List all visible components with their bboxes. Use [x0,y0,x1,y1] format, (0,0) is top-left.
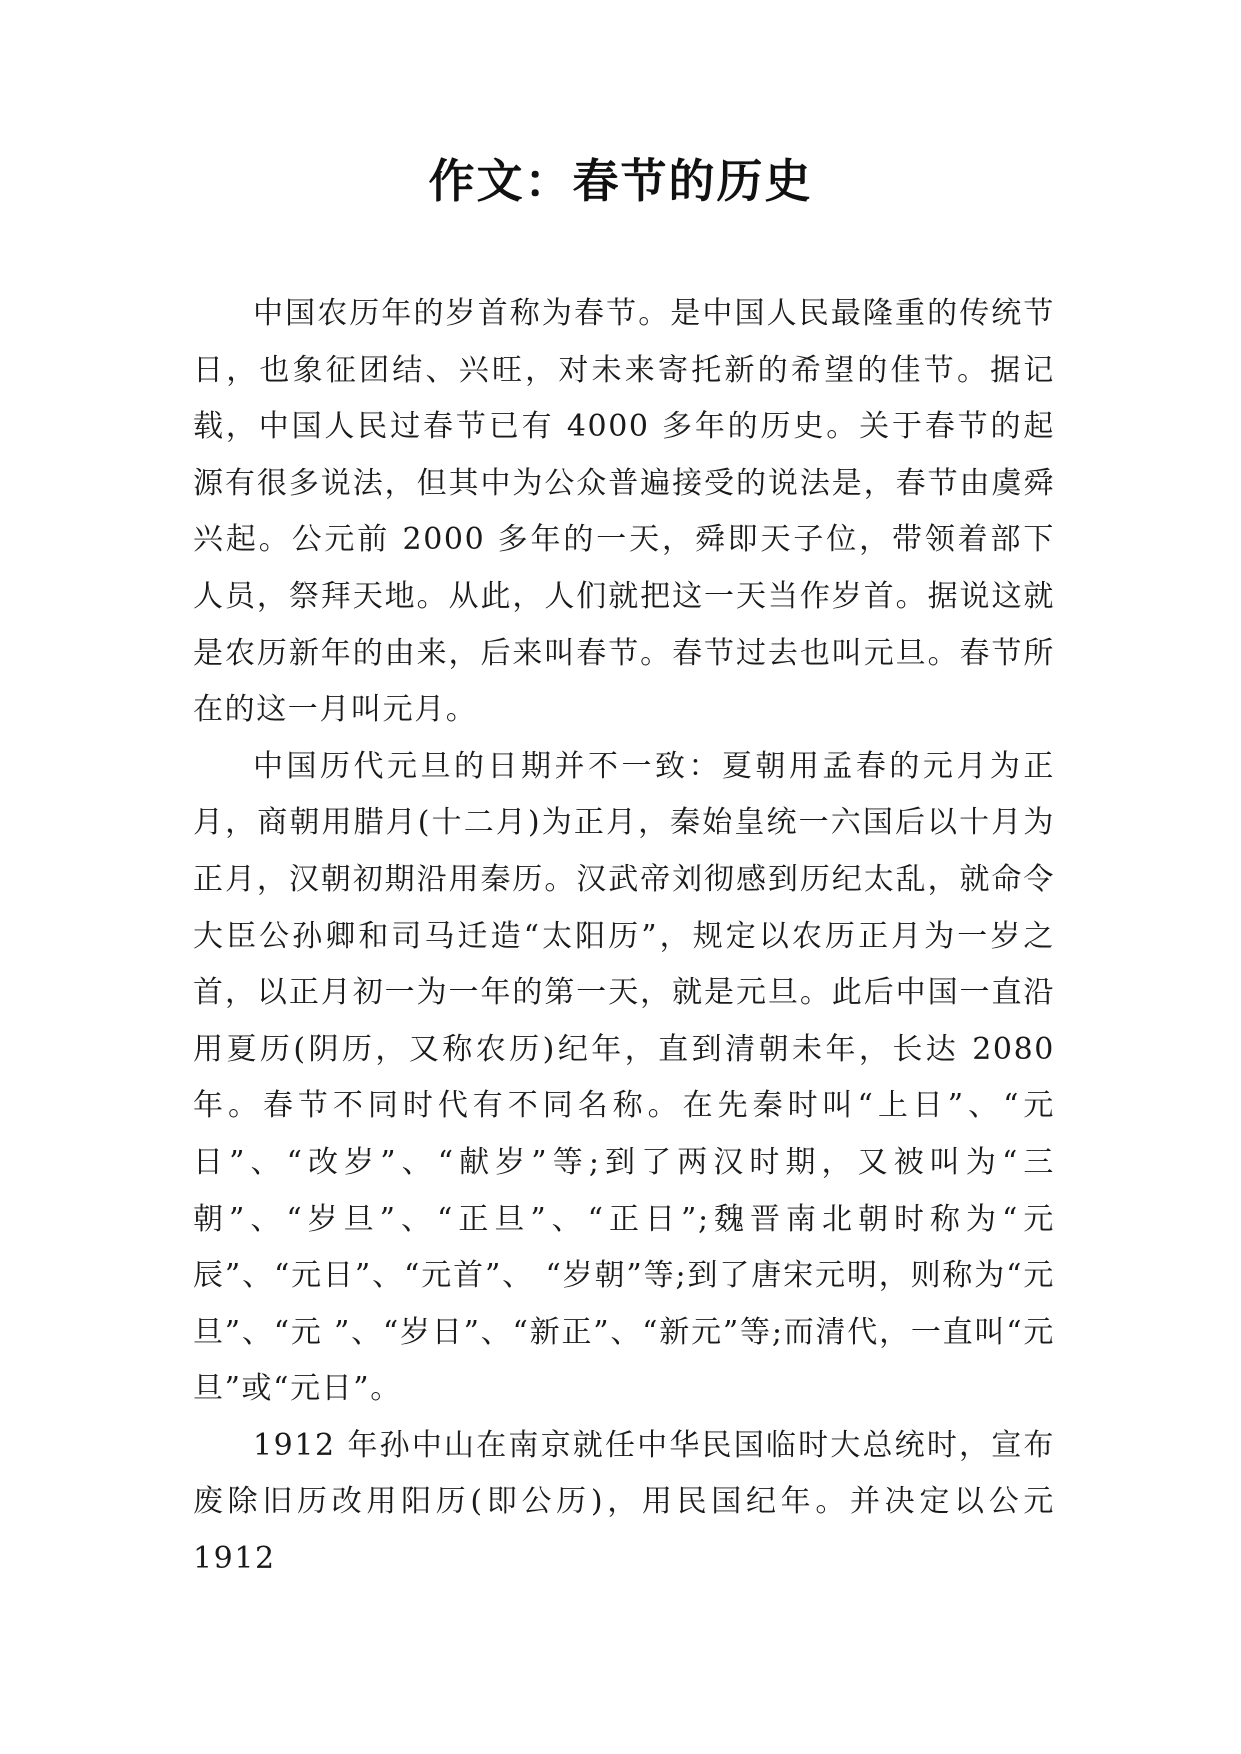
paragraph-historical-names: 中国历代元旦的日期并不一致：夏朝用孟春的元月为正月，商朝用腊月(十二月)为正月，秦始皇统一六国后以十月为正月，汉朝初期沿用秦历。汉武帝刘彻感到历纪太乱，就命令大臣公孙卿和司马迁造“太阳历”，规定以农历正月为一岁之首，以正月初一为一年的第一天，就是元旦。此后中国一直沿用夏历(阴历，又称农历)纪年，直到清朝未年，长达 2080 年。春节不同时代有不同名称。在先秦时叫“上日”、“元日”、“改岁”、“献岁”等;到了两汉时期，又被叫为“三朝”、“岁旦”、“正旦”、“正日”;魏晋南北朝时称为“元辰”、“元日”、“元首”、 “岁朝”等;到了唐宋元明，则称为“元旦”、“元 ”、“岁日”、“新正”、“新元”等;而清代，一直叫“元旦”或“元日”。 [193,748,1055,1407]
document-body [193,286,1055,1588]
document-title: 作文：春节的历史 [428,154,813,208]
paragraph-origin: 中国农历年的岁首称为春节。是中国人民最隆重的传统节日，也象征团结、兴旺，对未来寄托新的希望的佳节。据记载，中国人民过春节已有 4000 多年的历史。关于春节的起源有很多说法，但其中为公众普遍接受的说法是，春节由虞舜兴起。公元前 2000 多年的一天，舜即天子位，带领着部下人员，祭拜天地。从此，人们就把这一天当作岁首。据说这就是农历新年的由来，后来叫春节。春节过去也叫元旦。春节所在的这一月叫元月。 [193,296,1055,728]
paragraph-republic-era: 1912 年孙中山在南京就任中华民国临时大总统时，宣布废除旧历改用阳历(即公历)，用民国纪年。并决定以公元 1912 [193,1427,1055,1577]
